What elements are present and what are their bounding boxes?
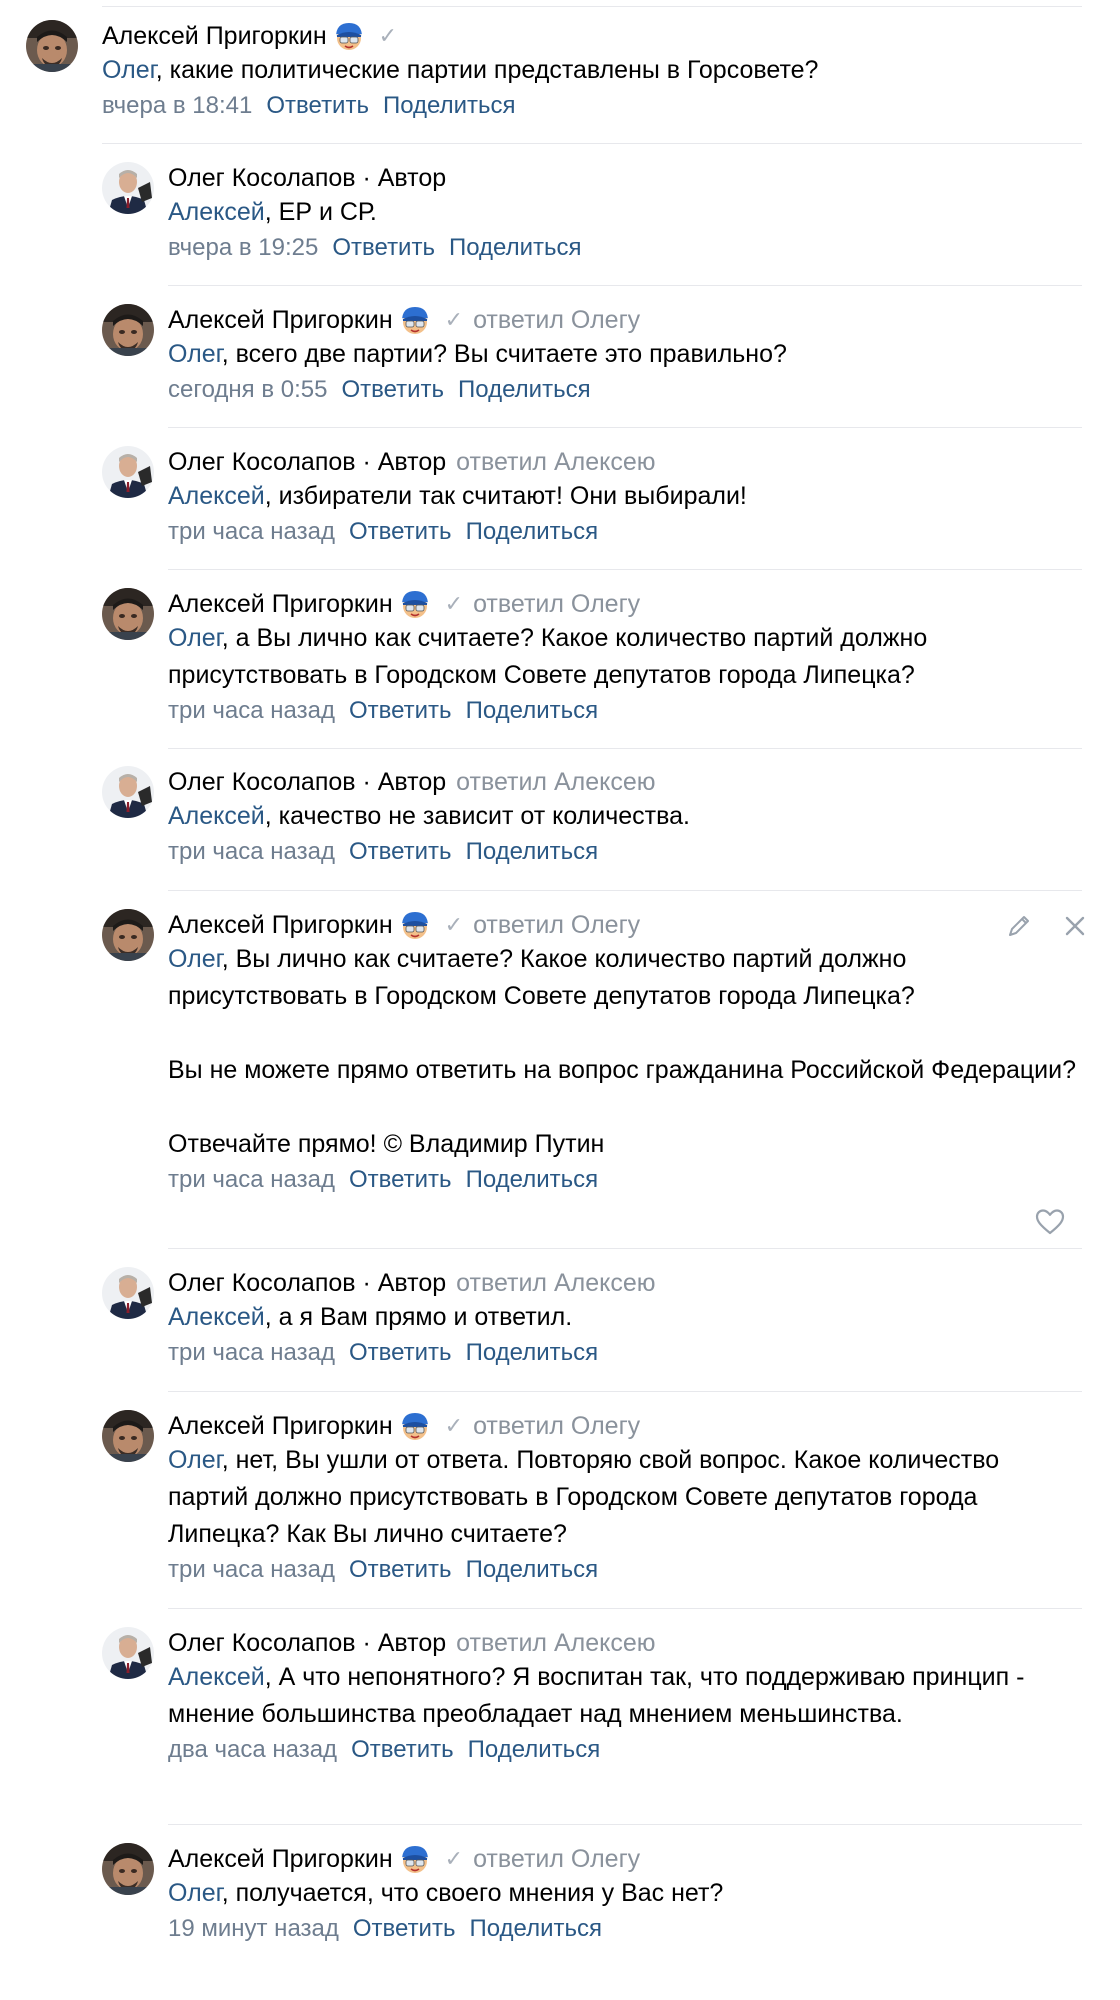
avatar-oleg[interactable] xyxy=(102,1627,154,1679)
share-button[interactable]: Поделиться xyxy=(467,1736,601,1763)
mention-link[interactable]: Олег xyxy=(168,945,222,973)
reply-target-link[interactable]: Олегу xyxy=(570,1845,641,1873)
reply-target-link[interactable]: Олегу xyxy=(570,306,641,334)
comment-text: Алексей, а я Вам прямо и ответил. xyxy=(168,1303,573,1331)
comment-text: Алексей, качество не зависит от количества. xyxy=(168,802,690,830)
comment-meta xyxy=(168,231,1082,265)
comment-author[interactable]: Алексей Пригоркин xyxy=(168,1845,393,1873)
comment-meta xyxy=(168,1336,1082,1370)
helmet-emoji-icon xyxy=(399,1843,431,1875)
verified-check-icon: ✓ xyxy=(444,591,464,616)
reply-button[interactable]: Ответить xyxy=(348,1556,452,1583)
comment-meta xyxy=(168,373,1082,407)
reply-target-link[interactable]: Алексею xyxy=(553,1629,656,1657)
comment-divider xyxy=(168,890,1082,891)
reply-button[interactable]: Ответить xyxy=(332,234,435,261)
avatar-alexey[interactable] xyxy=(102,304,154,356)
comment-date[interactable]: три часа назад xyxy=(168,518,335,545)
comment-divider xyxy=(102,143,1082,144)
comment-meta xyxy=(168,515,1082,549)
comment-date[interactable]: 19 минут назад xyxy=(168,1915,339,1942)
verified-check-icon: ✓ xyxy=(444,307,464,332)
reply-target-link[interactable]: Олегу xyxy=(570,590,641,618)
comment-divider xyxy=(168,1248,1082,1249)
avatar-oleg[interactable] xyxy=(102,162,154,214)
reply-button[interactable]: Ответить xyxy=(348,1166,452,1193)
comment-author[interactable]: Алексей Пригоркин xyxy=(168,911,393,939)
comment-date[interactable]: два часа назад xyxy=(168,1736,338,1763)
avatar-oleg[interactable] xyxy=(102,446,154,498)
comment-author[interactable]: Алексей Пригоркин xyxy=(168,1412,393,1440)
avatar-alexey[interactable] xyxy=(26,20,78,72)
comment-text: Алексей, ЕР и СР. xyxy=(168,198,377,226)
mention-link[interactable]: Олег xyxy=(102,56,156,84)
top-divider xyxy=(102,6,1082,7)
share-button[interactable]: Поделиться xyxy=(465,518,599,545)
replied-label: ответил xyxy=(473,306,564,334)
avatar-alexey[interactable] xyxy=(102,588,154,640)
helmet-emoji-icon xyxy=(399,588,431,620)
comment-text: Олег, какие политические партии представлены в Горсовете? xyxy=(102,56,819,84)
reply-button[interactable]: Ответить xyxy=(348,838,452,865)
reply-button[interactable]: Ответить xyxy=(341,376,445,403)
reply-button[interactable]: Ответить xyxy=(266,92,369,119)
reply-target-link[interactable]: Олегу xyxy=(570,1412,641,1440)
reply-button[interactable]: Ответить xyxy=(348,518,452,545)
mention-link[interactable]: Олег xyxy=(168,624,222,652)
replied-label: ответил xyxy=(456,1269,548,1297)
comment-tools xyxy=(1004,911,1090,941)
comment-author[interactable]: Олег Косолапов · Автор xyxy=(168,164,447,192)
comment-date[interactable]: три часа назад xyxy=(168,1556,335,1583)
comment-meta xyxy=(168,1912,1082,1946)
comment-divider xyxy=(168,748,1082,749)
replied-label: ответил xyxy=(473,1412,564,1440)
comment-meta xyxy=(168,1163,1082,1197)
share-button[interactable]: Поделиться xyxy=(465,697,599,724)
comment-date[interactable]: вчера в 18:41 xyxy=(102,92,253,119)
replied-label: ответил xyxy=(456,448,548,476)
share-button[interactable]: Поделиться xyxy=(465,838,599,865)
comment-divider xyxy=(168,1391,1082,1392)
mention-link[interactable]: Олег xyxy=(168,1446,222,1474)
avatar-oleg[interactable] xyxy=(102,766,154,818)
close-icon[interactable] xyxy=(1060,911,1090,941)
mention-link[interactable]: Олег xyxy=(168,1879,222,1907)
comment-author[interactable]: Олег Косолапов · Автор xyxy=(168,448,447,476)
verified-check-icon: ✓ xyxy=(444,1846,464,1871)
comment-author[interactable]: Алексей Пригоркин xyxy=(168,590,393,618)
helmet-emoji-icon xyxy=(399,304,431,336)
replied-label: ответил xyxy=(473,911,564,939)
comment-author[interactable]: Олег Косолапов · Автор xyxy=(168,768,447,796)
comment-meta xyxy=(168,1733,1082,1767)
comment-meta xyxy=(168,835,1082,869)
comment-divider xyxy=(168,569,1082,570)
comment-date[interactable]: три часа назад xyxy=(168,697,335,724)
mention-link[interactable]: Алексей xyxy=(168,482,265,510)
comment-date[interactable]: сегодня в 0:55 xyxy=(168,376,328,403)
comment-text: Олег, получается, что своего мнения у Вас нет? xyxy=(168,1879,724,1907)
reply-target-link[interactable]: Алексею xyxy=(553,448,656,476)
verified-check-icon: ✓ xyxy=(444,1413,464,1438)
comment-date[interactable]: вчера в 19:25 xyxy=(168,234,319,261)
replied-label: ответил xyxy=(456,1629,548,1657)
replied-label: ответил xyxy=(456,768,548,796)
comment-divider xyxy=(168,427,1082,428)
heart-icon[interactable] xyxy=(1034,1206,1066,1238)
mention-link[interactable]: Алексей xyxy=(168,1663,265,1691)
comment-text: Олег, а Вы лично как считаете? Какое количество партий должно присутствовать в Городском Совете депутатов города Липецка? xyxy=(168,624,928,689)
comment-divider xyxy=(168,1824,1082,1825)
reply-target-link[interactable]: Олегу xyxy=(570,911,641,939)
avatar-oleg[interactable] xyxy=(102,1267,154,1319)
comment-author[interactable]: Алексей Пригоркин xyxy=(102,22,327,50)
comment-meta xyxy=(168,1553,1082,1587)
reply-button[interactable]: Ответить xyxy=(348,1339,452,1366)
comment-date[interactable]: три часа назад xyxy=(168,1339,335,1366)
share-button[interactable]: Поделиться xyxy=(465,1339,599,1366)
helmet-emoji-icon xyxy=(333,20,365,52)
reply-button[interactable]: Ответить xyxy=(352,1915,456,1942)
comment-author[interactable]: Алексей Пригоркин xyxy=(168,306,393,334)
comment-text: Алексей, избиратели так считают! Они выбирали! xyxy=(168,482,747,510)
comment-author[interactable]: Олег Косолапов · Автор xyxy=(168,1269,447,1297)
comment-text: Алексей, А что непонятного? Я воспитан так, что поддерживаю принцип - мнение большинства преобладает над мнением меньшинства. xyxy=(168,1663,1025,1728)
verified-check-icon: ✓ xyxy=(444,912,464,937)
comment-text: Олег, нет, Вы ушли от ответа. Повторяю свой вопрос. Какое количество партий должно присутствовать в Городском Совете депутатов города Липецка? Как Вы лично считаете? xyxy=(168,1446,1000,1548)
comment-date[interactable]: три часа назад xyxy=(168,1166,335,1193)
share-button[interactable]: Поделиться xyxy=(469,1915,602,1942)
helmet-emoji-icon xyxy=(399,1410,431,1442)
reply-button[interactable]: Ответить xyxy=(351,1736,454,1763)
mention-link[interactable]: Олег xyxy=(168,340,222,368)
replied-label: ответил xyxy=(473,590,564,618)
reply-target-link[interactable]: Алексею xyxy=(553,768,656,796)
avatar-alexey[interactable] xyxy=(102,1843,154,1895)
mention-link[interactable]: Алексей xyxy=(168,1303,265,1331)
comment-text: Олег, всего две партии? Вы считаете это правильно? xyxy=(168,340,787,368)
share-button[interactable]: Поделиться xyxy=(448,234,582,261)
pencil-icon[interactable] xyxy=(1004,911,1034,941)
comment-divider xyxy=(168,285,1082,286)
comment-date[interactable]: три часа назад xyxy=(168,838,335,865)
reply-button[interactable]: Ответить xyxy=(348,697,452,724)
helmet-emoji-icon xyxy=(399,909,431,941)
avatar-alexey[interactable] xyxy=(102,1410,154,1462)
comment-meta xyxy=(102,89,1082,123)
share-button[interactable]: Поделиться xyxy=(465,1166,599,1193)
share-button[interactable]: Поделиться xyxy=(465,1556,599,1583)
avatar-alexey[interactable] xyxy=(102,909,154,961)
verified-check-icon: ✓ xyxy=(378,23,398,48)
comment-author[interactable]: Олег Косолапов · Автор xyxy=(168,1629,447,1657)
share-button[interactable]: Поделиться xyxy=(458,376,591,403)
mention-link[interactable]: Алексей xyxy=(168,802,265,830)
reply-target-link[interactable]: Алексею xyxy=(553,1269,656,1297)
replied-label: ответил xyxy=(473,1845,564,1873)
comment-text: Олег, Вы лично как считаете? Какое количество партий должно присутствовать в Городском Совете депутатов города Липецка? Вы не можете прямо ответить на вопрос гражданина Российской Федерации? Отвечайте прямо! © Владимир Путин xyxy=(168,945,1076,1158)
comment-meta xyxy=(168,694,1082,728)
share-button[interactable]: Поделиться xyxy=(382,92,516,119)
mention-link[interactable]: Алексей xyxy=(168,198,265,226)
comment-divider xyxy=(168,1608,1082,1609)
